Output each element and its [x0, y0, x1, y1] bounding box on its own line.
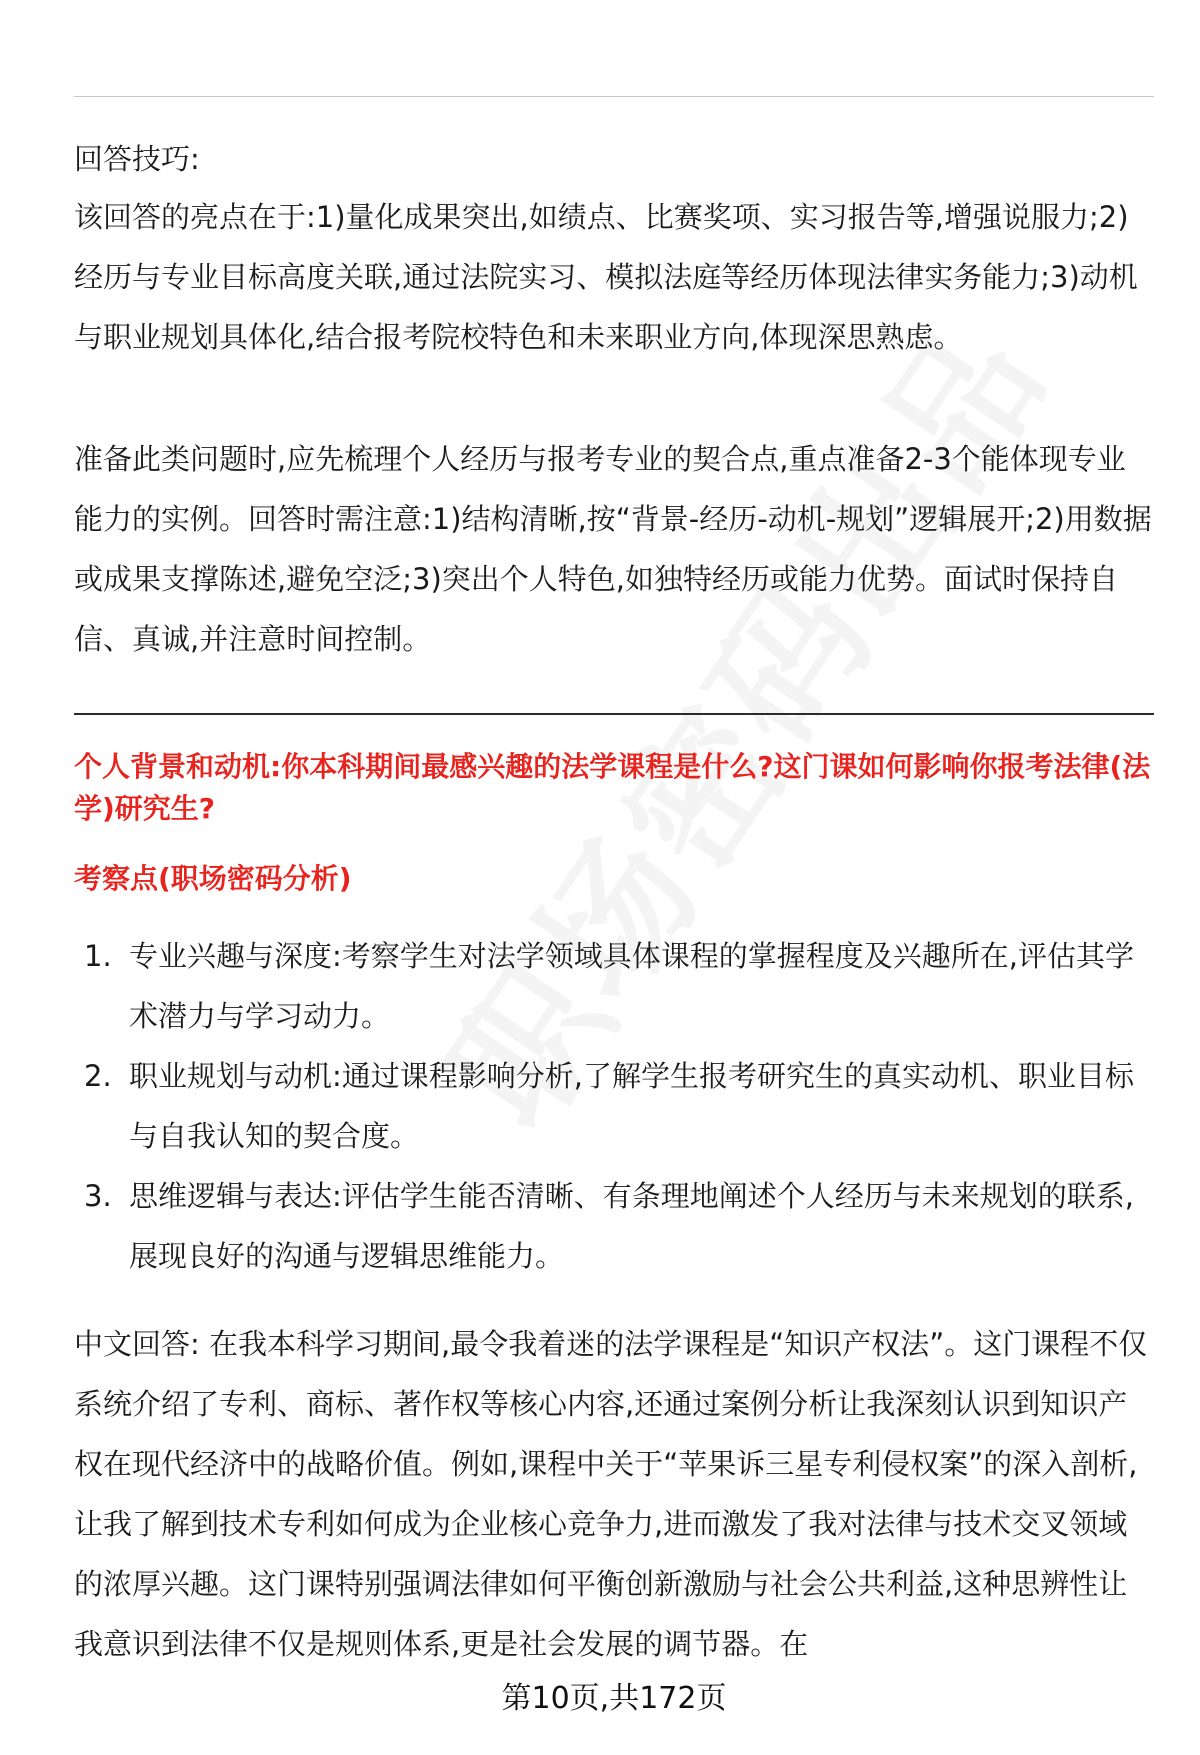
list-number: 1. — [84, 939, 112, 973]
page-number: 第10页,共172页 — [501, 1681, 727, 1716]
focus-points-list — [74, 926, 1154, 1286]
list-item — [74, 926, 1154, 1046]
question-title: 个人背景和动机:你本科期间最感兴趣的法学课程是什么?这门课如何影响你报考法律(法学)研究生? — [74, 750, 1151, 825]
list-item — [74, 1166, 1154, 1286]
list-item-text: 专业兴趣与深度:考察学生对法学领域具体课程的掌握程度及兴趣所在,评估其学术潜力与学习动力。 — [129, 939, 1134, 1033]
list-item — [74, 1046, 1154, 1166]
section-divider — [74, 713, 1154, 715]
tips-paragraph-2: 准备此类问题时,应先梳理个人经历与报考专业的契合点,重点准备2-3个能体现专业能力的实例。回答时需注意:1)结构清晰,按“背景-经历-动机-规划”逻辑展开;2)用数据或成果支撑陈述,避免空泛;3)突出个人特色,如独特经历或能力优势。面试时保持自信、真诚,并注意时间控制。 — [74, 442, 1152, 656]
top-divider — [74, 96, 1154, 97]
answer-paragraph: 中文回答: 在我本科学习期间,最令我着迷的法学课程是“知识产权法”。这门课程不仅系统介绍了专利、商标、著作权等核心内容,还通过案例分析让我深刻认识到知识产权在现代经济中的战略价值。例如,课程中关于“苹果诉三星专利侵权案”的深入剖析,让我了解到技术专利如何成为企业核心竞争力,进而激发了我对法律与技术交叉领域的浓厚兴趣。这门课特别强调法律如何平衡创新激励与社会公共利益,这种思辨性让我意识到法律不仅是规则体系,更是社会发展的调节器。在 — [74, 1327, 1148, 1661]
list-number: 3. — [84, 1179, 112, 1213]
list-item-text: 思维逻辑与表达:评估学生能否清晰、有条理地阐述个人经历与未来规划的联系,展现良好的沟通与逻辑思维能力。 — [129, 1179, 1134, 1273]
focus-title: 考察点(职场密码分析) — [74, 862, 352, 895]
list-number: 2. — [84, 1059, 112, 1093]
tips-paragraph-1: 该回答的亮点在于:1)量化成果突出,如绩点、比赛奖项、实习报告等,增强说服力;2)经历与专业目标高度关联,通过法院实习、模拟法庭等经历体现法律实务能力;3)动机与职业规划具体化,结合报考院校特色和未来职业方向,体现深思熟虑。 — [74, 200, 1138, 354]
document-page — [74, 0, 1154, 1755]
tips-title: 回答技巧: — [74, 142, 200, 176]
list-item-text: 职业规划与动机:通过课程影响分析,了解学生报考研究生的真实动机、职业目标与自我认知的契合度。 — [129, 1059, 1134, 1153]
